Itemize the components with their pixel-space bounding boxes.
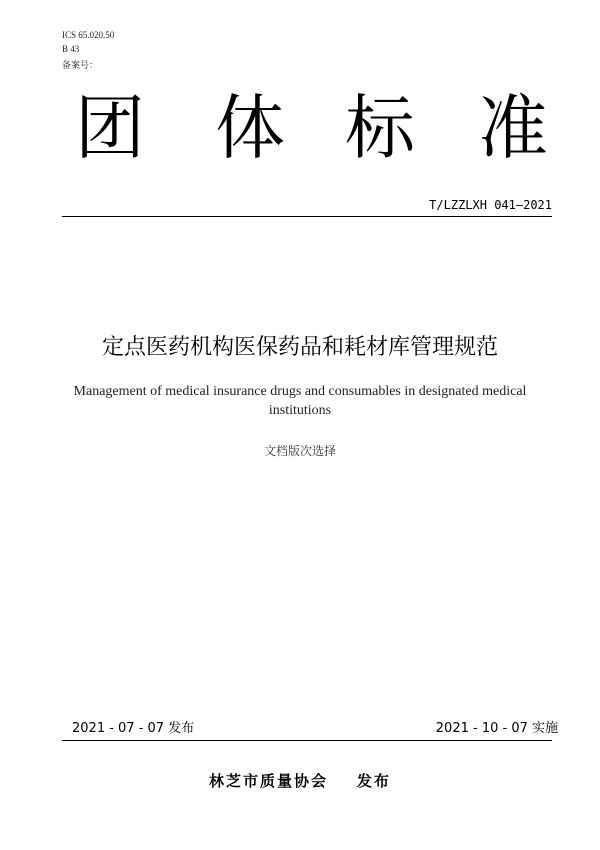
ics-code: ICS 65.020.50	[62, 30, 115, 40]
publisher: 林芝市质量协会 发布	[209, 772, 391, 790]
publish-date: 2021 - 07 - 07 发布	[72, 721, 195, 736]
bottom-divider	[62, 740, 552, 741]
document-title-cn: 定点医药机构医保药品和耗材库管理规范	[101, 335, 498, 360]
top-divider	[62, 216, 552, 217]
standard-code: T/LZZLXH 041—2021	[429, 198, 552, 212]
document-title-en: Management of medical insurance drugs and consumables in designated medical institutions	[73, 384, 527, 418]
version-note: 文档版次选择	[263, 444, 336, 458]
filing-number: 备案号：	[62, 61, 99, 71]
big-title-char: 标	[345, 87, 415, 169]
big-title-char: 团	[75, 87, 145, 169]
ccs-code: B 43	[62, 44, 80, 54]
big-title-char: 体	[215, 87, 285, 169]
big-title-char: 准	[478, 87, 548, 169]
effective-date: 2021 - 10 - 07 实施	[435, 721, 558, 736]
